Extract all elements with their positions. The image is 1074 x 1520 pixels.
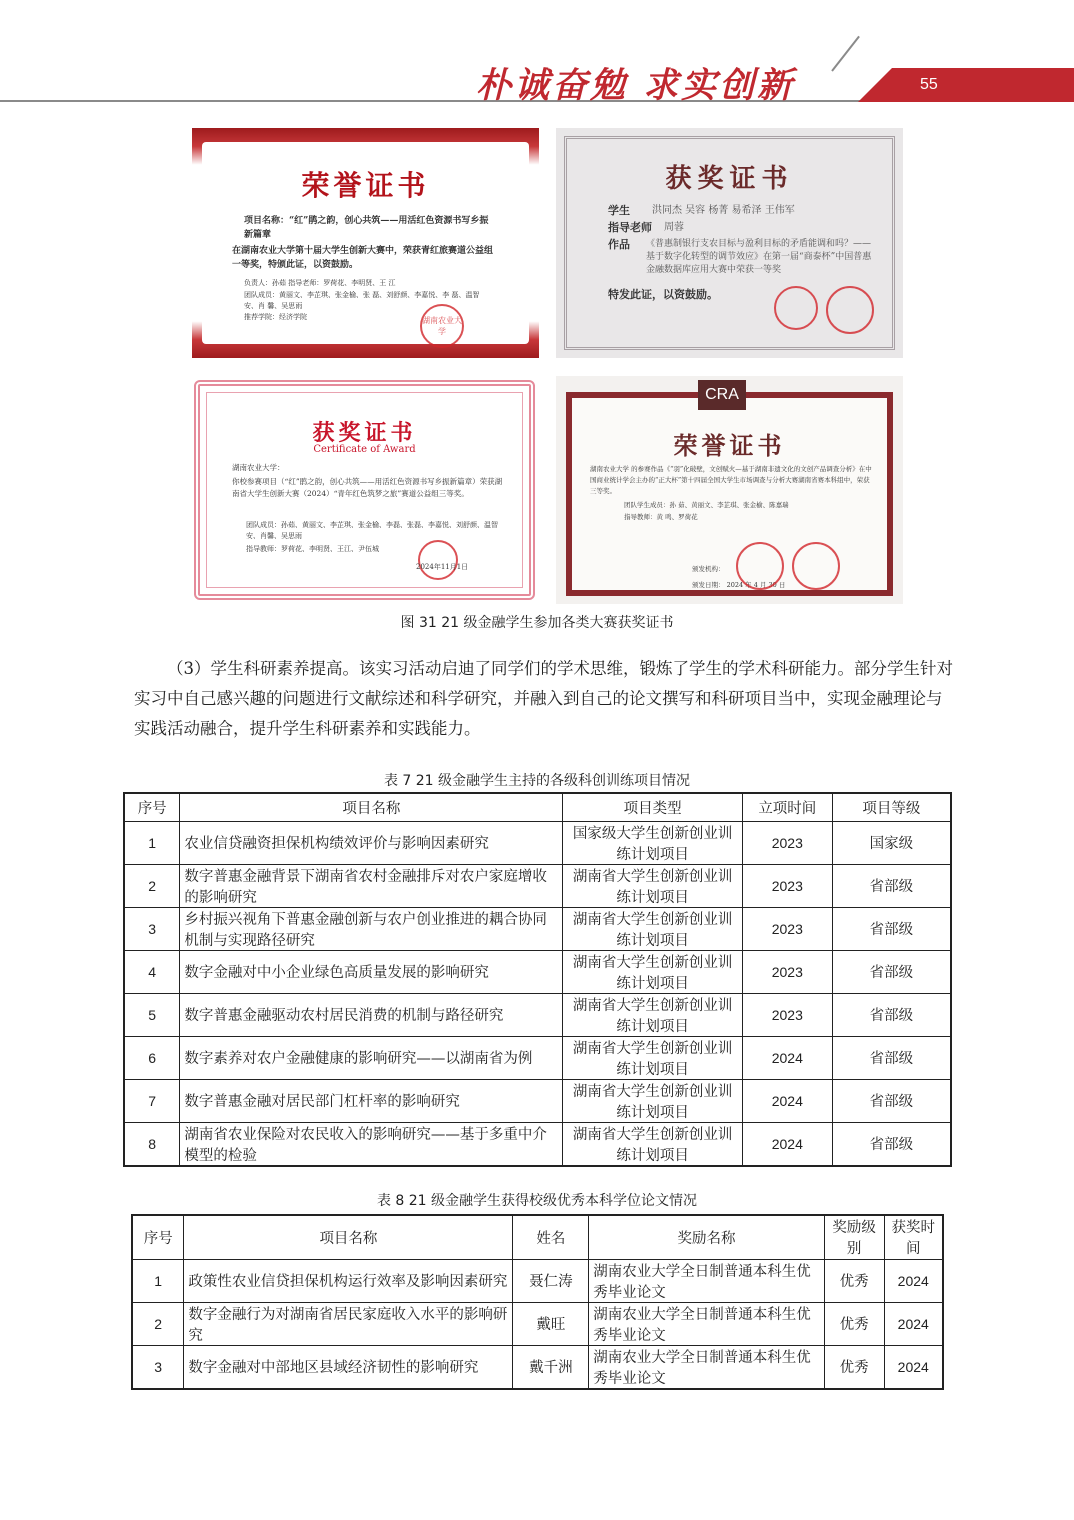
table-row [124,1036,951,1079]
table7-cell-type: 湖南省大学生创新创业训练计划项目 [563,1036,743,1079]
table-row [124,1079,951,1122]
table7 [123,792,952,1167]
table8-cell-index: 1 [132,1259,184,1302]
table7-cell-name: 数字普惠金融对居民部门杠杆率的影响研究 [180,1079,563,1122]
table8-cell-index: 3 [132,1345,184,1389]
table8-header-student: 姓名 [513,1215,589,1259]
table7-caption: 表 7 21 级金融学生主持的各级科创训练项目情况 [383,773,691,789]
table7-cell-name: 农业信贷融资担保机构绩效评价与影响因素研究 [180,821,563,864]
table8-header-year: 获奖时间 [884,1215,943,1259]
page-number-banner [858,68,1074,102]
table8-header-award: 奖励名称 [589,1215,824,1259]
certificate-award-finance [556,128,903,358]
certificate-team: 团队成员：黄丽文、李芷琪、张金榆、张 磊、刘舒颜、李嘉悦、李 磊、温智安、肖 馨、吴思雨 [244,291,480,310]
certificate-team: 团队学生成员：孙 茹、黄丽文、李芷琪、张金榆、陈嘉瑞 [624,501,789,509]
table7-cell-type: 湖南省大学生创新创业训练计划项目 [563,907,743,950]
page-number: 55 [920,76,938,93]
table7-cell-type: 湖南省大学生创新创业训练计划项目 [563,864,743,907]
certificate-date: 颁发日期： 2024 年 4 月 30 日 [692,581,786,589]
certificate-honor-cra [556,376,903,604]
certificate-work-label: 作品 [608,238,630,251]
table-row [132,1259,943,1302]
table7-header-index: 序号 [124,793,180,821]
table8-cell-index: 2 [132,1302,184,1345]
table-row [132,1345,943,1389]
table7-cell-index: 1 [124,821,180,864]
certificate-body: 你校参赛项目（“红”鹃之韵，创心共筑——用活红色资源书写乡振新篇章）荣获湖南省大学生创新大赛（2024）“青年红色筑梦之旅”赛道公益组三等奖。 [232,477,503,498]
table7-header-level: 项目等级 [832,793,951,821]
table7-cell-year: 2024 [742,1079,832,1122]
certificate-subtitle: Certificate of Award [313,444,416,455]
table-row [132,1302,943,1345]
table7-cell-index: 8 [124,1122,180,1166]
certificate-closing: 特发此证，以资鼓励。 [608,288,718,301]
table7-cell-year: 2023 [742,950,832,993]
header-motto: 朴诚奋勉 求实创新 [476,65,796,106]
certificate-date: 2024年11月1日 [416,563,469,571]
figure-caption: 图 31 21 级金融学生参加各类大赛获奖证书 [400,615,674,631]
table7-cell-index: 5 [124,993,180,1036]
table7-cell-level: 省部级 [832,864,951,907]
header-slash [831,36,860,72]
table7-header-name: 项目名称 [180,793,563,821]
table7-cell-name: 数字素养对农户金融健康的影响研究——以湖南省为例 [180,1036,563,1079]
table8-cell-student: 戴旺 [513,1302,589,1345]
table8-cell-name: 政策性农业信贷担保机构运行效率及影响因素研究 [184,1259,513,1302]
table8-header-index: 序号 [132,1215,184,1259]
certificate-project: 项目名称：“红”鹃之韵，创心共筑——用活红色资源书写乡振新篇章 [244,216,489,240]
table7-cell-year: 2023 [742,993,832,1036]
table8-cell-year: 2024 [884,1345,943,1389]
certificate-award-provincial [190,376,539,604]
certificate-title: 获奖证书 [312,420,417,446]
table7-cell-year: 2023 [742,907,832,950]
certificate-advisor: 指导教师：黄 鸣、罗荷花 [624,513,698,521]
table8-cell-level: 优秀 [824,1302,884,1345]
table7-cell-year: 2023 [742,821,832,864]
certificate-seal [418,540,458,580]
certificate-seal-right [826,286,874,334]
table7-cell-name: 湖南省农业保险对农民收入的影响研究——基于多重中介模型的检验 [180,1122,563,1166]
table7-cell-index: 7 [124,1079,180,1122]
table7-cell-level: 国家级 [832,821,951,864]
table8 [131,1214,944,1390]
table8-cell-level: 优秀 [824,1345,884,1389]
table7-cell-level: 省部级 [832,993,951,1036]
table8-cell-award: 湖南农业大学全日制普通本科生优秀毕业论文 [589,1345,824,1389]
table7-cell-level: 省部级 [832,1036,951,1079]
table-row [124,1122,951,1166]
cra-logo: CRA [698,380,746,410]
table8-header-name: 项目名称 [184,1215,513,1259]
certificate-title: 获奖证书 [665,164,794,194]
table-row [124,993,951,1036]
table7-cell-year: 2024 [742,1122,832,1166]
table7-header-type: 项目类型 [563,793,743,821]
table7-cell-name: 乡村振兴视角下普惠金融创新与农户创业推进的耦合协同机制与实现路径研究 [180,907,563,950]
table7-cell-name: 数字普惠金融背景下湖南省农村金融排斥对农户家庭增收的影响研究 [180,864,563,907]
certificate-seal-left [774,286,818,330]
table7-cell-type: 国家级大学生创新创业训练计划项目 [563,821,743,864]
table7-cell-index: 3 [124,907,180,950]
table-row [124,864,951,907]
table7-cell-index: 2 [124,864,180,907]
table8-caption: 表 8 21 级金融学生获得校级优秀本科学位论文情况 [376,1193,698,1209]
certificate-student-label: 学生 [608,204,630,217]
certificate-honor-innovation [192,128,539,358]
certificate-team: 团队成员：孙茹、黄丽文、李芷琪、张金榆、李磊、张磊、李嘉悦、刘舒颜、温智安、肖馨、吴思雨 [246,521,498,540]
table8-cell-level: 优秀 [824,1259,884,1302]
certificate-recipient: 湖南农业大学： [232,463,285,472]
certificate-work: 《普惠制银行支农目标与盈利目标的矛盾能调和吗？——基于数字化转型的调节效应》在第一届“商泰杯”中国普惠金融数据库应用大赛中荣获一等奖 [646,239,872,275]
certificate-title: 荣誉证书 [673,431,786,460]
certificate-school: 推荐学院：经济学院 [244,313,307,321]
body-paragraph: （3）学生科研素养提高。该实习活动启迪了同学们的学术思维，锻炼了学生的学术科研能力。部分学生针对实习中自己感兴趣的问题进行文献综述和科学研究，并融入到自己的论文撰写和科研项目当中，实现金融理论与实践活动融合，提升学生科研素养和实践能力。 [134,659,953,738]
table7-cell-type: 湖南省大学生创新创业训练计划项目 [563,950,743,993]
table7-cell-name: 数字金融对中小企业绿色高质量发展的影响研究 [180,950,563,993]
table-row [124,950,951,993]
table7-cell-level: 省部级 [832,907,951,950]
certificate-seal: 湖南农业大学 [420,304,464,348]
table-row [124,907,951,950]
table8-cell-name: 数字金融对中部地区县域经济韧性的影响研究 [184,1345,513,1389]
certificate-seal-right [792,542,840,590]
table8-cell-year: 2024 [884,1302,943,1345]
table7-cell-type: 湖南省大学生创新创业训练计划项目 [563,993,743,1036]
certificate-body: 湖南农业大学 的参赛作品《“羽”化破壁，文创赋火—基于湖南非遗文化的文创产品调查分析》在中国商业统计学会主办的“正大杯”第十四届全国大学生市场调查与分析大赛湖南省赛本科组中，荣获 三等奖。 [590,465,872,495]
table7-cell-index: 4 [124,950,180,993]
table8-cell-name: 数字金融行为对湖南省居民家庭收入水平的影响研究 [184,1302,513,1345]
table7-cell-level: 省部级 [832,950,951,993]
table-row [124,821,951,864]
table7-cell-index: 6 [124,1036,180,1079]
table8-cell-student: 戴千洲 [513,1345,589,1389]
table8-cell-student: 聂仁涛 [513,1259,589,1302]
table7-cell-name: 数字普惠金融驱动农村居民消费的机制与路径研究 [180,993,563,1036]
table7-cell-year: 2023 [742,864,832,907]
table7-cell-type: 湖南省大学生创新创业训练计划项目 [563,1122,743,1166]
certificate-members: 负责人：孙茹 指导老师：罗荷花、李明贤、王 江 [244,279,396,287]
table7-cell-level: 省部级 [832,1079,951,1122]
table7-cell-level: 省部级 [832,1122,951,1166]
table8-header-level: 奖励级别 [824,1215,884,1259]
certificate-issuer: 颁发机构： [692,565,725,573]
certificate-seal-left [736,542,784,590]
table7-header-year: 立项时间 [742,793,832,821]
certificate-advisor: 周蓉 [664,222,684,233]
certificate-students: 洪同杰 吴容 杨菁 易希泽 王伟军 [652,205,795,216]
table8-cell-award: 湖南农业大学全日制普通本科生优秀毕业论文 [589,1302,824,1345]
table8-cell-award: 湖南农业大学全日制普通本科生优秀毕业论文 [589,1259,824,1302]
certificate-advisor: 指导教师：罗荷花、李明贤、王江、尹伍城 [246,545,379,553]
table8-cell-year: 2024 [884,1259,943,1302]
table7-cell-type: 湖南省大学生创新创业训练计划项目 [563,1079,743,1122]
certificate-advisor-label: 指导老师 [608,221,652,234]
table7-cell-year: 2024 [742,1036,832,1079]
certificate-award: 在湖南农业大学第十届大学生创新大赛中，荣获青红旅赛道公益组一等奖，特颁此证，以资鼓励。 [232,246,494,270]
certificate-title: 荣誉证书 [301,169,430,202]
